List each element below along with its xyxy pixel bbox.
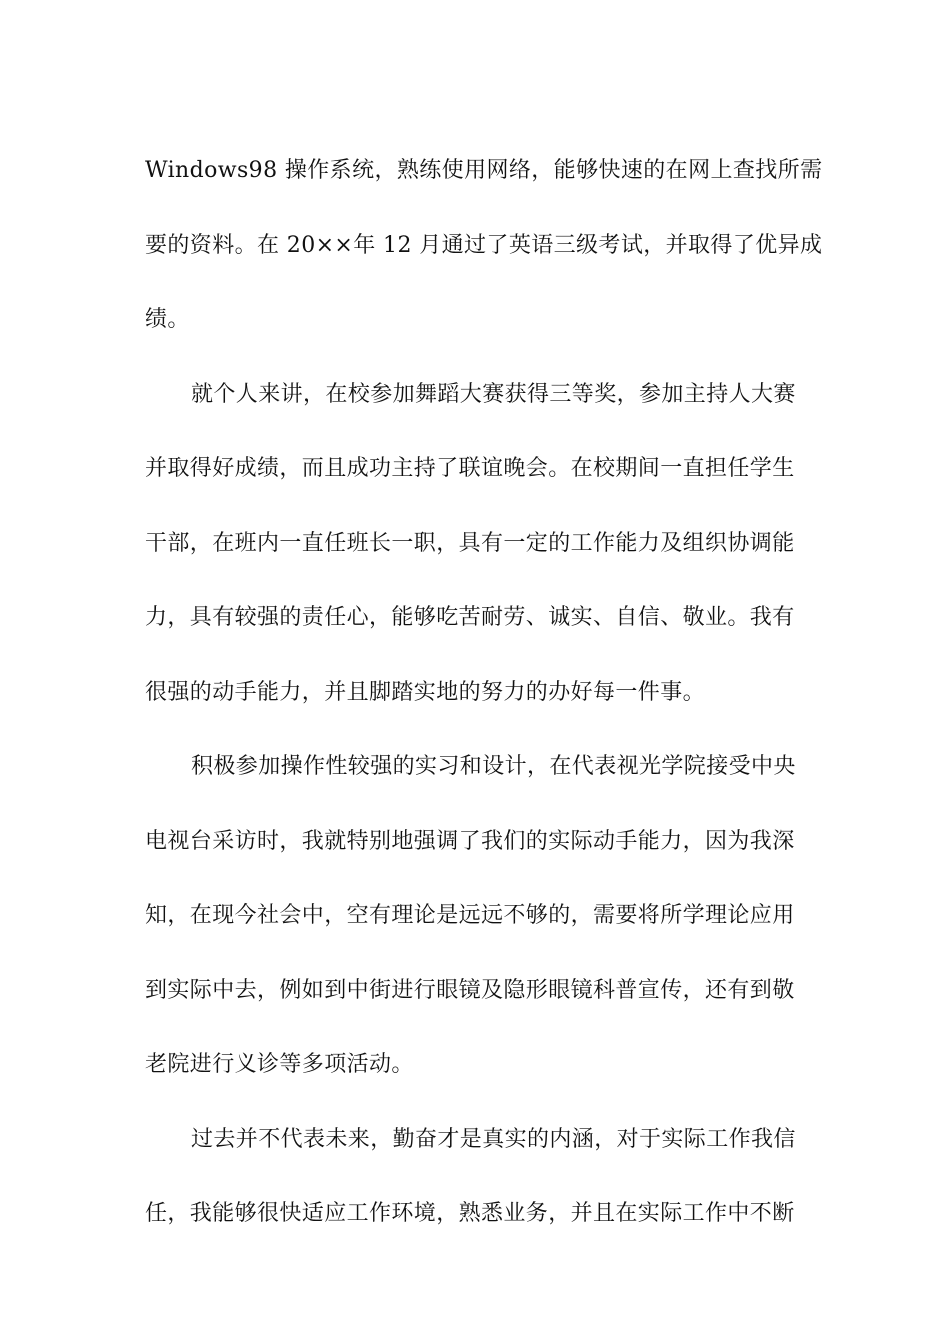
text-line: 到实际中去，例如到中街进行眼镜及隐形眼镜科普宣传，还有到敬 xyxy=(145,977,795,1003)
text-line: 任，我能够很快适应工作环境，熟悉业务，并且在实际工作中不断 xyxy=(145,1201,795,1226)
text-line: 老院进行义诊等多项活动。 xyxy=(145,1052,414,1077)
paragraph-4 xyxy=(145,1103,805,1252)
document-body xyxy=(145,134,823,1252)
text-line: 电视台采访时，我就特别地强调了我们的实际动手能力，因为我深 xyxy=(145,828,795,854)
paragraph-1 xyxy=(145,134,823,358)
text-line-indented: 积极参加操作性较强的实习和设计，在代表视光学院接受中央 xyxy=(191,754,796,779)
text-line: 知，在现今社会中，空有理论是远远不够的，需要将所学理论应用 xyxy=(145,903,795,928)
text-line: 很强的动手能力，并且脚踏实地的努力的办好每一件事。 xyxy=(145,679,706,705)
text-line-indented: 过去并不代表未来，勤奋才是真实的内涵，对于实际工作我信 xyxy=(191,1126,796,1152)
text-line: 力，具有较强的责任心，能够吃苦耐劳、诚实、自信、敬业。我有 xyxy=(145,605,795,630)
paragraph-3 xyxy=(145,730,805,1103)
text-line: 干部，在班内一直任班长一职，具有一定的工作能力及组织协调能 xyxy=(145,530,795,556)
text-line: 并取得好成绩，而且成功主持了联谊晚会。在校期间一直担任学生 xyxy=(145,456,795,481)
text-line: 绩。 xyxy=(145,307,190,332)
text-line-indented: 就个人来讲，在校参加舞蹈大赛获得三等奖，参加主持人大赛 xyxy=(191,381,796,407)
text-line: 要的资料。在 20××年 12 月通过了英语三级考试，并取得了优异成 xyxy=(145,232,823,258)
text-line: Windows98 操作系统，熟练使用网络，能够快速的在网上查找所需 xyxy=(145,158,823,183)
paragraph-2 xyxy=(145,358,805,731)
